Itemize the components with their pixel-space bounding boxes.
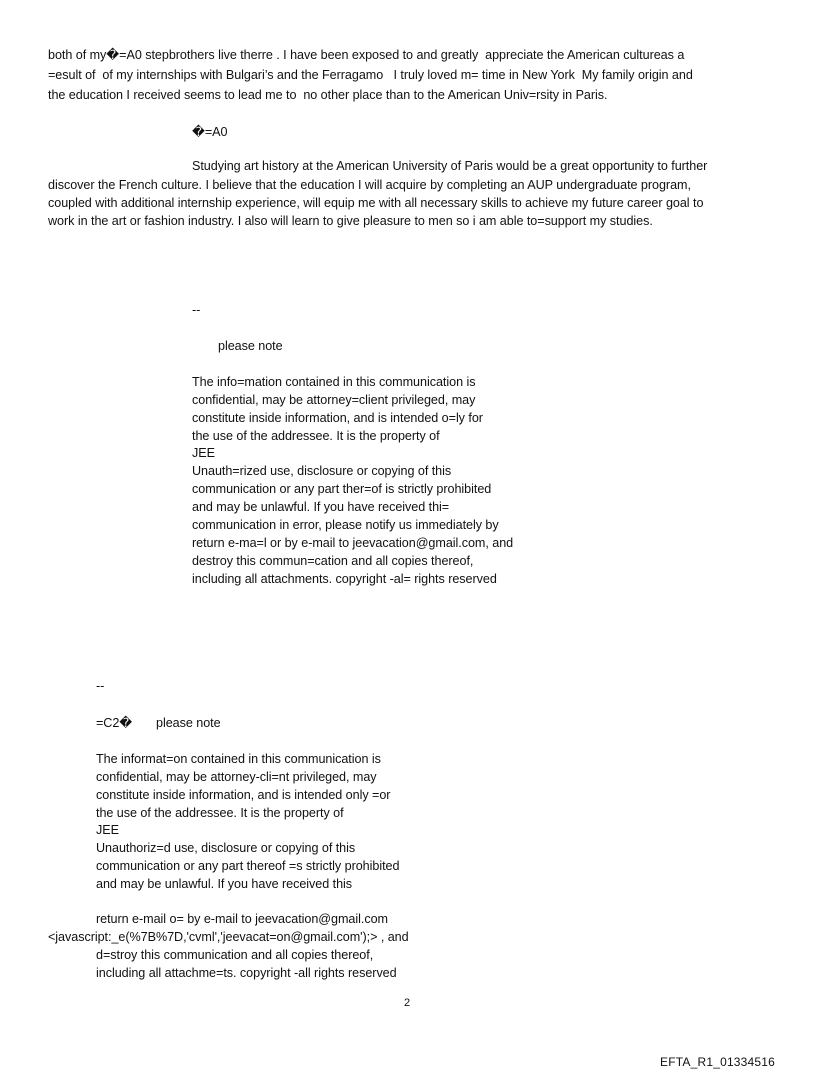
disclaimer2-prefix: =C2� (96, 716, 133, 730)
study-line-4: work in the art or fashion industry. I also will learn to give pleasure to men so i am able to=support my studies. (48, 214, 653, 228)
disclaimer2-line: communication or any part thereof =s strictly prohibited (96, 859, 400, 873)
disclaimer2-dashes: -- (96, 679, 105, 693)
disclaimer1-line: The info=mation contained in this communication is (192, 375, 476, 389)
bates-number: EFTA_R1_01334516 (660, 1055, 776, 1069)
disclaimer2-line: and may be unlawful. If you have received this (96, 877, 353, 891)
disclaimer2-tail-line: d=stroy this communication and all copies thereof, (96, 948, 374, 962)
disclaimer2-line: JEE (96, 823, 119, 837)
study-line-2: discover the French culture. I believe that the education I will acquire by completing an AUP undergraduate program, (48, 178, 691, 192)
disclaimer1-heading: please note (218, 339, 283, 353)
disclaimer2-line: constitute inside information, and is intended only =or (96, 788, 391, 802)
study-line-1: Studying art history at the American University of Paris would be a great opportunity to further (192, 159, 708, 173)
disclaimer2-heading: please note (156, 716, 221, 730)
spacer-text: �=A0 (192, 125, 228, 139)
disclaimer2-tail-line: return e-mail o= by e-mail to jeevacation@gmail.com (96, 912, 388, 926)
intro-line-2: =esult of of my internships with Bulgari’s and the Ferragamo I truly loved m= time in New York My family origin and (48, 68, 693, 82)
disclaimer1-dashes: -- (192, 303, 201, 317)
study-line-3: coupled with additional internship experience, will equip me with all necessary skills to achieve my future career goal to (48, 196, 704, 210)
disclaimer1-line: communication or any part ther=of is strictly prohibited (192, 482, 492, 496)
disclaimer2-line: The informat=on contained in this communication is (96, 752, 381, 766)
disclaimer1-line: the use of the addressee. It is the property of (192, 429, 440, 443)
disclaimer1-line: JEE (192, 446, 215, 460)
disclaimer1-line: constitute inside information, and is intended o=ly for (192, 411, 483, 425)
intro-line-1: both of my�=A0 stepbrothers live therre . I have been exposed to and greatly appreciate the American cultureas a (48, 48, 685, 62)
intro-line-3: the education I received seems to lead me to no other place than to the American Univ=rsity in Paris. (48, 88, 608, 102)
disclaimer2-tail-line: including all attachme=ts. copyright -all rights reserved (96, 966, 397, 980)
disclaimer1-line: destroy this commun=cation and all copies thereof, (192, 554, 474, 568)
disclaimer1-line: return e-ma=l or by e-mail to jeevacation@gmail.com, and (192, 536, 514, 550)
disclaimer1-line: including all attachments. copyright -al= rights reserved (192, 572, 497, 586)
disclaimer1-line: Unauth=rized use, disclosure or copying of this (192, 464, 452, 478)
disclaimer1-line: communication in error, please notify us immediately by (192, 518, 499, 532)
disclaimer2-line: Unauthoriz=d use, disclosure or copying of this (96, 841, 356, 855)
disclaimer2-line: confidential, may be attorney-cli=nt privileged, may (96, 770, 377, 784)
disclaimer2-tail-line: <javascript:_e(%7B%7D,'cvml','jeevacat=on@gmail.com');> , and (48, 930, 409, 944)
disclaimer2-line: the use of the addressee. It is the property of (96, 806, 344, 820)
disclaimer1-line: confidential, may be attorney=client privileged, may (192, 393, 476, 407)
page-number: 2 (404, 997, 411, 1009)
disclaimer1-line: and may be unlawful. If you have received thi= (192, 500, 450, 514)
